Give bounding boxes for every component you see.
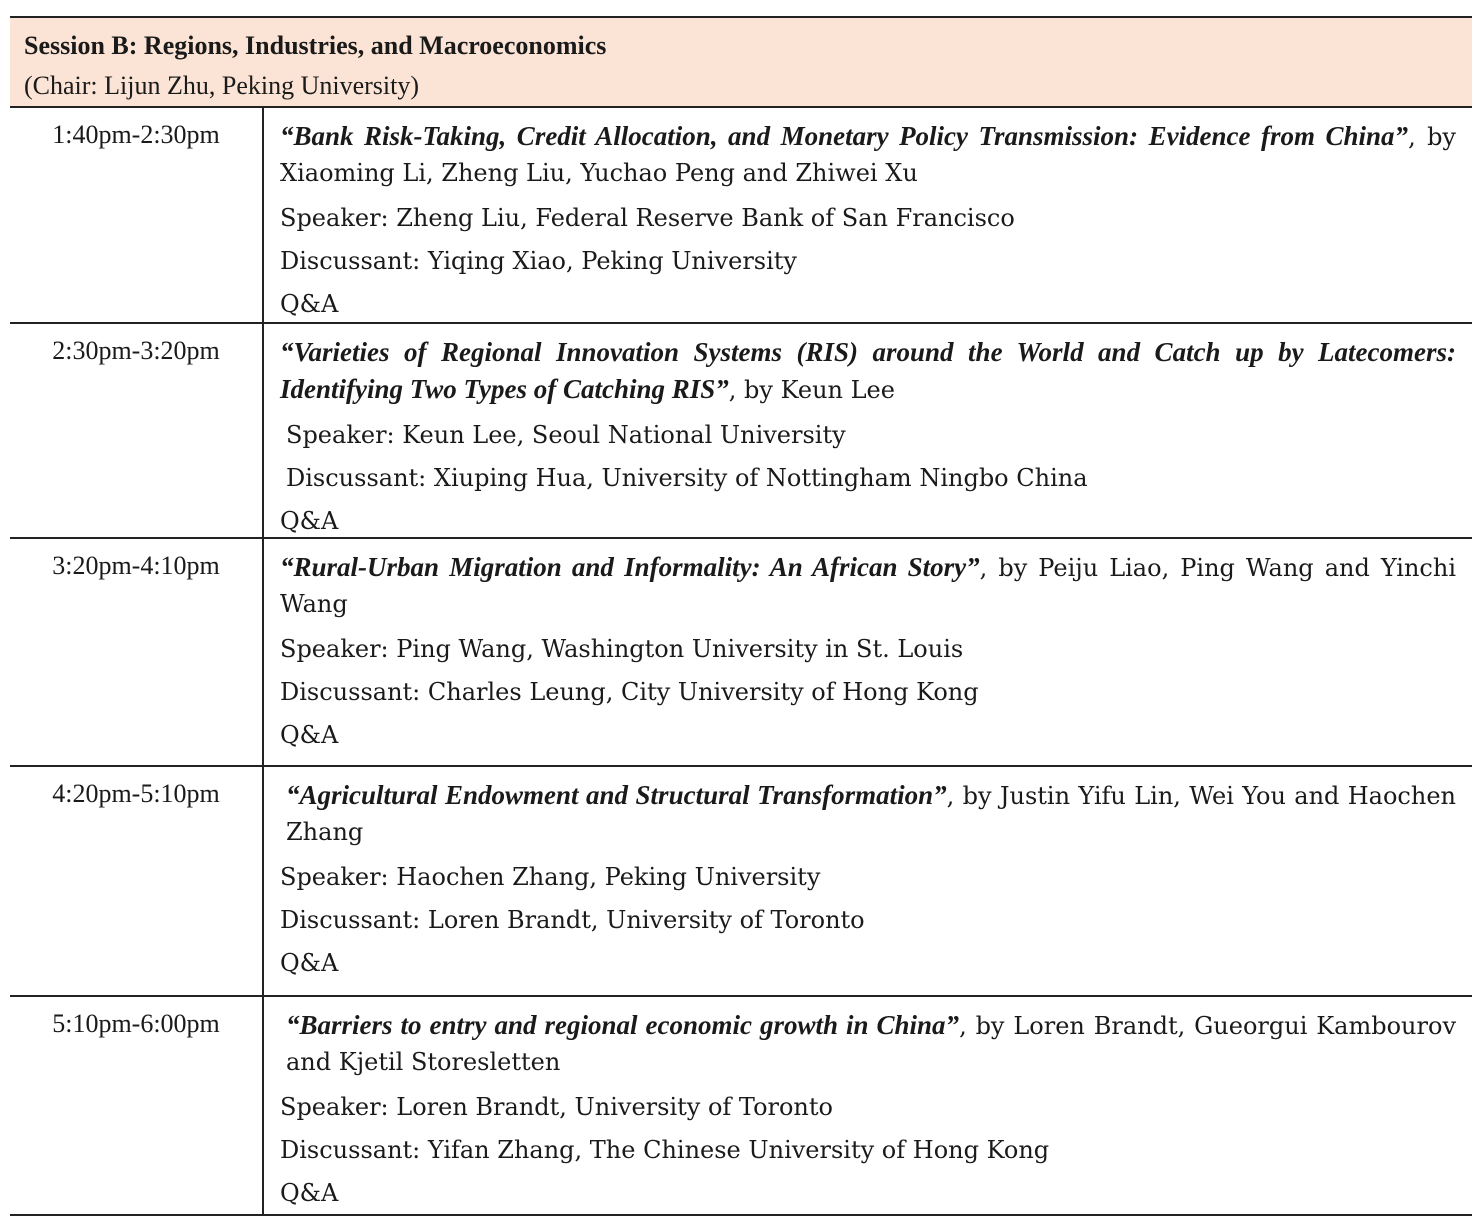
discussant: Discussant: Xiuping Hua, University of Nottingham Ningbo China [286,464,1088,492]
discussant: Discussant: Yifan Zhang, The Chinese University of Hong Kong [280,1136,1050,1164]
paper-citation [280,118,1456,191]
paper-title: “Agricultural Endowment and Structural Transformation” [286,780,947,810]
table-row [10,539,1472,767]
time-slot: 5:10pm-6:00pm [10,997,264,1214]
time-slot: 1:40pm-2:30pm [10,108,264,322]
speaker: Speaker: Loren Brandt, University of Toronto [280,1093,833,1121]
paper-authors: , by Loren Brandt, Gueorgui Kambourov and Kjetil Storesletten [286,1012,1456,1076]
paper-details [264,324,1472,537]
paper-citation [280,549,1456,622]
paper-authors: , by Justin Yifu Lin, Wei You and Haochen Zhang [286,782,1456,846]
speaker: Speaker: Ping Wang, Washington University in St. Louis [280,635,964,663]
table-row [10,997,1472,1216]
paper-authors: , by Keun Lee [728,376,895,404]
session-header [10,16,1472,108]
time-slot: 2:30pm-3:20pm [10,324,264,537]
paper-details [264,108,1472,322]
paper-details [264,767,1472,995]
time-slot: 4:20pm-5:10pm [10,767,264,995]
speaker: Speaker: Keun Lee, Seoul National University [286,421,846,449]
paper-title: “Bank Risk-Taking, Credit Allocation, and Monetary Policy Transmission: Evidence from China” [280,121,1409,151]
paper-authors: , by Xiaoming Li, Zheng Liu, Yuchao Peng and Zhiwei Xu [280,123,1456,187]
session-schedule-table [10,16,1472,1216]
paper-details [264,997,1472,1214]
qa-label: Q&A [280,290,339,318]
paper-citation [280,777,1456,850]
speaker: Speaker: Haochen Zhang, Peking University [280,863,821,891]
discussant: Discussant: Loren Brandt, University of Toronto [280,906,865,934]
paper-title: “Varieties of Regional Innovation Systems (RIS) around the World and Catch up by Latecomers: Identifying Two Types of Catching RIS” [280,337,1456,404]
paper-title: “Barriers to entry and regional economic growth in China” [286,1010,960,1040]
speaker: Speaker: Zheng Liu, Federal Reserve Bank of San Francisco [280,204,1015,232]
paper-citation [280,1007,1456,1080]
paper-citation [280,334,1456,408]
table-row [10,324,1472,539]
qa-label: Q&A [280,721,339,749]
discussant: Discussant: Yiqing Xiao, Peking University [280,247,797,275]
discussant: Discussant: Charles Leung, City University of Hong Kong [280,678,979,706]
paper-authors: , by Peiju Liao, Ping Wang and Yinchi Wang [280,554,1456,618]
session-title: Session B: Regions, Industries, and Macroeconomics [24,31,607,60]
qa-label: Q&A [280,1179,339,1207]
qa-label: Q&A [280,949,339,977]
table-row [10,108,1472,324]
session-chair: (Chair: Lijun Zhu, Peking University) [24,71,420,100]
paper-details [264,539,1472,765]
paper-title: “Rural-Urban Migration and Informality: An African Story” [280,552,980,582]
time-slot: 3:20pm-4:10pm [10,539,264,765]
qa-label: Q&A [280,507,339,535]
table-row [10,767,1472,997]
